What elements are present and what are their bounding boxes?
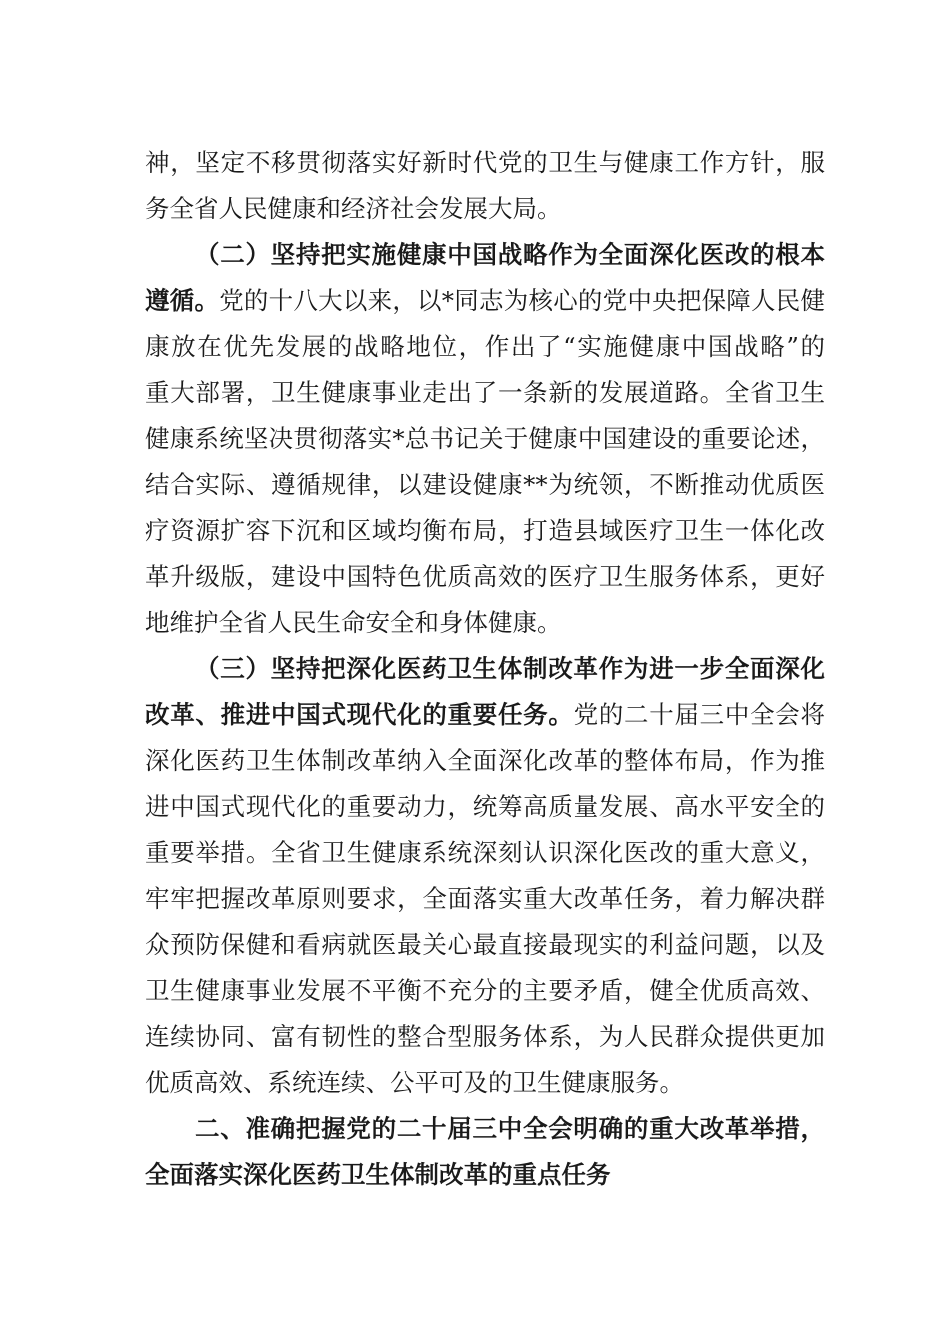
chapter-heading-line [195,1106,825,1152]
chapter-heading-text: 二、准确把握党的二十届三中全会明确的重大改革举措， [195,1114,825,1143]
paragraph-line [145,600,825,646]
paragraph-line [145,462,825,508]
paragraph-line [145,692,825,738]
section-heading-text: 改革、推进中国式现代化的重要任务。 [145,700,574,729]
line-text: 康放在优先发展的战略地位，作出了“实施健康中国战略”的 [145,332,825,361]
line-text: 地维护全省人民生命安全和身体健康。 [145,608,562,637]
paragraph-line [145,508,825,554]
line-text: 重大部署，卫生健康事业走出了一条新的发展道路。全省卫生 [145,378,825,407]
line-text: 牢牢把握改革原则要求，全面落实重大改革任务，着力解决群 [145,884,825,913]
paragraph-line [145,830,825,876]
line-text: 进中国式现代化的重要动力，统筹高质量发展、高水平安全的 [145,792,825,821]
section-heading-line [195,646,825,692]
line-text: 连续协同、富有韧性的整合型服务体系，为人民群众提供更加 [145,1022,825,1051]
paragraph-line [145,140,825,186]
paragraph-line [145,1014,825,1060]
paragraph-line [145,876,825,922]
chapter-heading-text: 全面落实深化医药卫生体制改革的重点任务 [145,1160,611,1189]
line-text: 重要举措。全省卫生健康系统深刻认识深化医改的重大意义， [145,838,825,867]
line-text: 深化医药卫生体制改革纳入全面深化改革的整体布局，作为推 [145,746,825,775]
line-text: 党的十八大以来，以*同志为核心的党中央把保障人民健 [219,286,825,315]
line-text: 党的二十届三中全会将 [573,700,825,729]
paragraph-line [145,968,825,1014]
line-text: 务全省人民健康和经济社会发展大局。 [145,194,562,223]
paragraph-line [145,738,825,784]
line-text: 卫生健康事业发展不平衡不充分的主要矛盾，健全优质高效、 [145,976,825,1005]
paragraph-line [145,370,825,416]
paragraph-line [145,1060,825,1106]
paragraph-line [145,324,825,370]
line-text: 结合实际、遵循规律，以建设健康**为统领，不断推动优质医 [145,470,825,499]
paragraph-line [145,554,825,600]
paragraph-line [145,784,825,830]
paragraph-line [145,922,825,968]
line-text: 疗资源扩容下沉和区域均衡布局，打造县域医疗卫生一体化改 [145,516,825,545]
line-text: 优质高效、系统连续、公平可及的卫生健康服务。 [145,1068,684,1097]
section-heading-text: （三）坚持把深化医药卫生体制改革作为进一步全面深化 [195,654,825,683]
section-heading-line [195,232,825,278]
line-text: 革升级版，建设中国特色优质高效的医疗卫生服务体系，更好 [145,562,825,591]
line-text: 健康系统坚决贯彻落实*总书记关于健康中国建设的重要论述， [145,424,825,453]
paragraph-line [145,416,825,462]
paragraph-line [145,278,825,324]
section-heading-text: 遵循。 [145,286,220,315]
paragraph-line [145,186,825,232]
chapter-heading-line [145,1152,825,1198]
section-heading-text: （二）坚持把实施健康中国战略作为全面深化医改的根本 [195,240,825,269]
line-text: 神，坚定不移贯彻落实好新时代党的卫生与健康工作方针，服 [145,148,825,177]
line-text: 众预防保健和看病就医最关心最直接最现实的利益问题，以及 [145,930,825,959]
